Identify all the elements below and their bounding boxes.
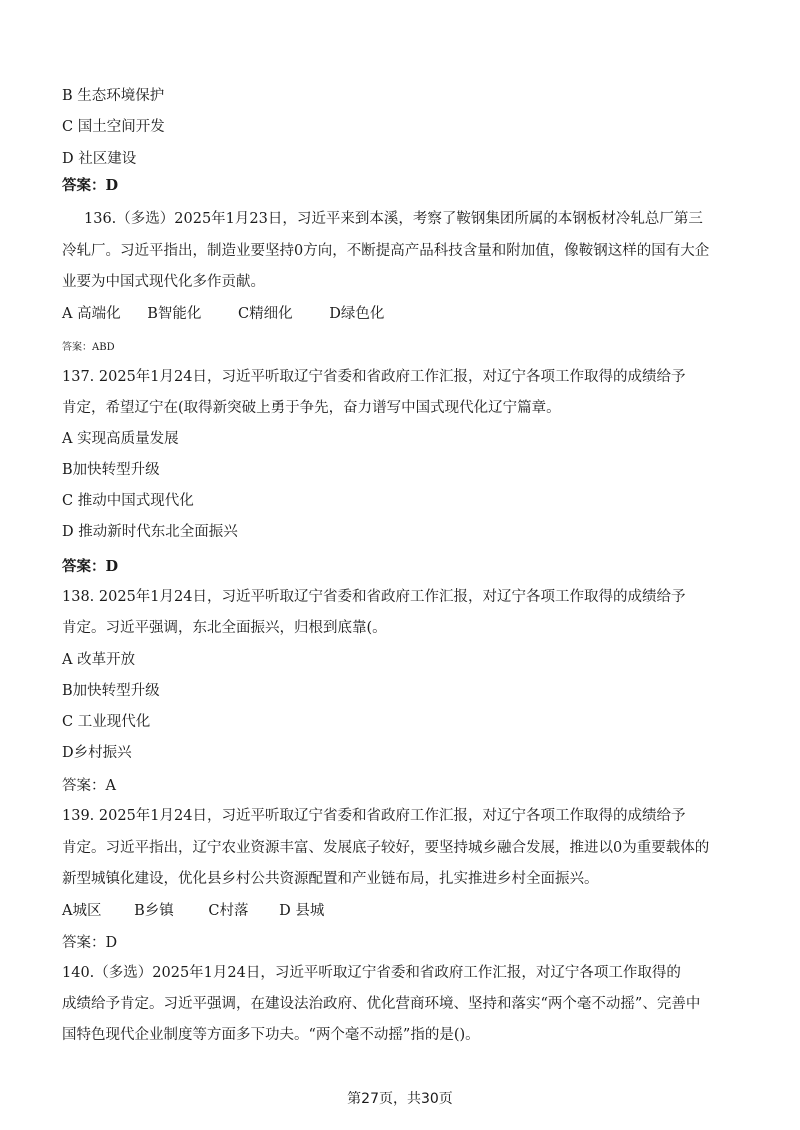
q138-option-c: C 工业现代化 (62, 714, 151, 730)
q139-option-d: D 县城 (279, 903, 325, 919)
q136-option-d: D绿色化 (329, 306, 385, 322)
q137-option-d: D 推动新时代东北全面振兴 (62, 524, 238, 540)
q137-text-line1: 137. 2025年1月24日，习近平听取辽宁省委和省政府工作汇报，对辽宁各项工作取得的成绩给予 (62, 369, 686, 385)
q135-option-d: D 社区建设 (62, 151, 137, 167)
q135-answer: 答案：D (62, 177, 119, 194)
q136-options (62, 304, 384, 324)
q138-option-d: D乡村振兴 (62, 745, 132, 761)
q136-text-line3: 业要为中国式现代化多作贡献。 (62, 274, 265, 290)
q139-option-c: C村落 (208, 903, 249, 919)
q136-text-line1: 136.（多选）2025年1月23日，习近平来到本溪，考察了鞍钢集团所属的本钢板材冷轧总厂第三 (84, 211, 703, 227)
q138-text-line2: 肯定。习近平强调，东北全面振兴，归根到底靠(。 (62, 620, 387, 636)
q140-text-line2: 成绩给予肯定。习近平强调，在建设法治政府、优化营商环境、坚持和落实“两个毫不动摇”、完善中 (62, 996, 701, 1012)
q139-option-a: A城区 (62, 903, 102, 919)
q140-text-line1: 140.（多选）2025年1月24日，习近平听取辽宁省委和省政府工作汇报，对辽宁各项工作取得的 (62, 965, 681, 981)
q138-option-b: B加快转型升级 (62, 683, 160, 699)
q139-answer: 答案：D (62, 935, 118, 951)
q139-options (62, 901, 324, 921)
q137-answer: 答案：D (62, 558, 119, 575)
page-footer: 第27页，共30页 (347, 1091, 453, 1107)
q138-option-a: A 改革开放 (62, 652, 136, 668)
q139-text-line3: 新型城镇化建设，优化县乡村公共资源配置和产业链布局，扎实推进乡村全面振兴。 (62, 871, 599, 887)
q136-text-line2: 冷轧厂。习近平指出，制造业要坚持0方向，不断提高产品科技含量和附加值，像鞍钢这样的国有大企 (62, 243, 710, 259)
q137-option-c: C 推动中国式现代化 (62, 493, 194, 509)
q140-text-line3: 国特色现代企业制度等方面多下功夫。“两个毫不动摇”指的是()。 (62, 1027, 480, 1043)
q137-text-line2: 肯定，希望辽宁在(取得新突破上勇于争先，奋力谱写中国式现代化辽宁篇章。 (62, 400, 561, 416)
q138-text-line1: 138. 2025年1月24日，习近平听取辽宁省委和省政府工作汇报，对辽宁各项工作取得的成绩给予 (62, 589, 686, 605)
q139-text-line1: 139. 2025年1月24日，习近平听取辽宁省委和省政府工作汇报，对辽宁各项工作取得的成绩给予 (62, 808, 686, 824)
q138-answer: 答案：A (62, 778, 116, 794)
q136-option-b: B智能化 (147, 306, 202, 322)
q139-option-b: B乡镇 (134, 903, 174, 919)
q139-text-line2: 肯定。习近平指出，辽宁农业资源丰富、发展底子较好，要坚持城乡融合发展，推进以0为重要载体的 (62, 840, 710, 856)
q137-option-a: A 实现高质量发展 (62, 431, 179, 447)
q135-option-b: B 生态环境保护 (62, 88, 165, 104)
q135-option-c: C 国土空间开发 (62, 119, 165, 135)
q136-option-c: C精细化 (237, 306, 293, 322)
q137-option-b: B加快转型升级 (62, 462, 160, 478)
q136-answer: 答案：ABD (62, 342, 115, 353)
q136-option-a: A 高端化 (62, 306, 121, 322)
